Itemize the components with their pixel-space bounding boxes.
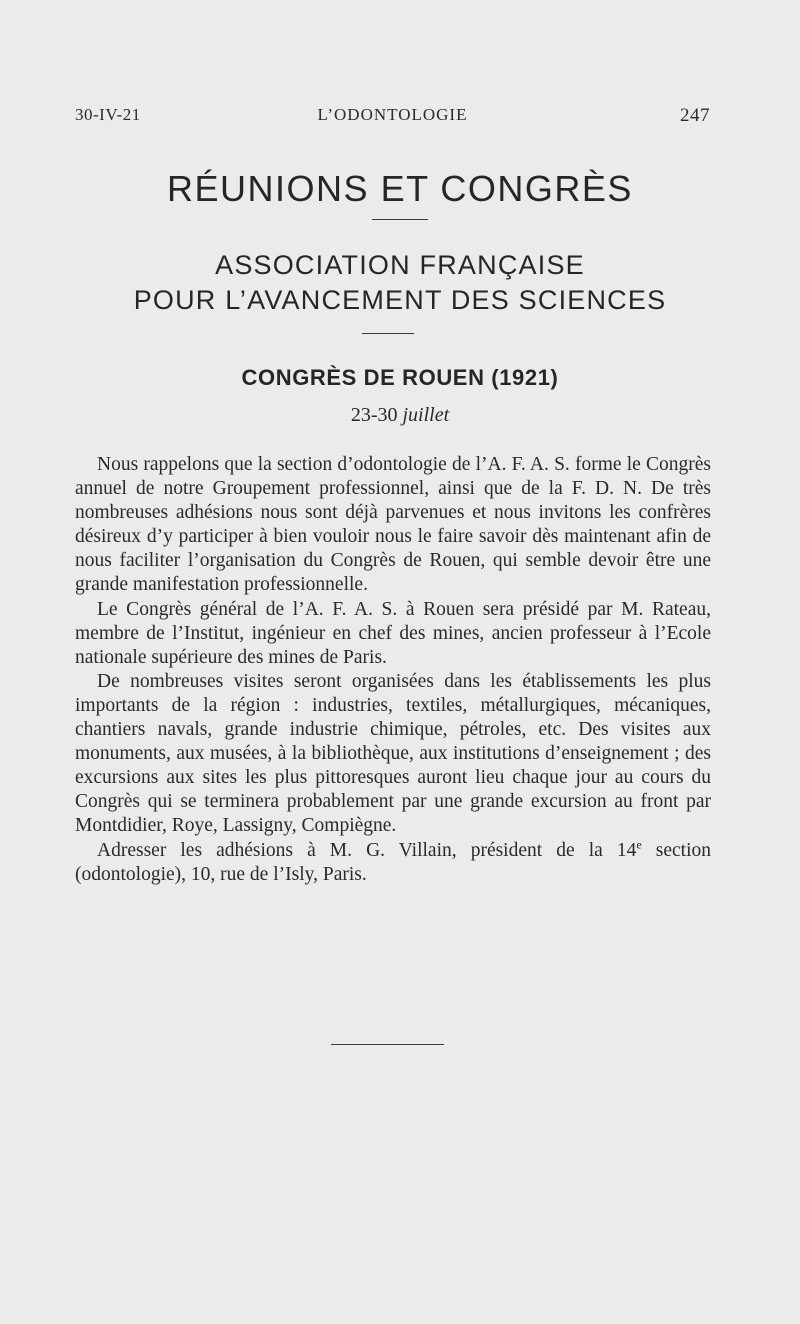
end-rule	[331, 1044, 444, 1045]
association-line-2: POUR L’AVANCEMENT DES SCIENCES	[133, 285, 667, 315]
paragraph-text: Adresser les adhésions à M. G. Villain, président de la 14	[97, 839, 637, 861]
association-heading	[0, 248, 800, 318]
issue-date: 30-IV-21	[75, 105, 141, 124]
running-head	[75, 105, 710, 129]
paragraph: Le Congrès général de l’A. F. A. S. à Rouen sera présidé par M. Rateau, membre de l’Institut, ingénieur en chef des mines, ancien professeur à l’Ecole nationale supérieure des mines de Paris.	[75, 598, 711, 668]
dates-month: juillet	[402, 404, 450, 426]
article-body	[75, 453, 711, 887]
journal-title: L’ODONTOLOGIE	[317, 105, 468, 124]
dates-number: 23-30	[350, 404, 398, 426]
paragraph-text: section (odontologie), 10, rue de l’Isly, Paris.	[75, 839, 712, 885]
paragraph	[75, 839, 711, 887]
section-title: RÉUNIONS ET CONGRÈS	[167, 168, 633, 209]
divider-rule	[372, 219, 428, 220]
congress-title: CONGRÈS DE ROUEN (1921)	[241, 365, 559, 390]
ordinal-superscript: e	[636, 837, 642, 851]
association-line-1: ASSOCIATION FRANÇAISE	[215, 250, 585, 280]
congress-dates	[0, 404, 800, 427]
paragraph: Nous rappelons que la section d’odontologie de l’A. F. A. S. forme le Congrès annuel de notre Groupement professionnel, ainsi que de la F. D. N. De très nombreuses adhésions nous sont déjà parvenues et nous invitons les confrères désireux d’y participer à bien vouloir nous le faire savoir dès maintenant afin de nous faciliter l’organisation du Congrès de Rouen, qui semble devoir être une grande manifestation professionnelle.	[75, 454, 711, 596]
page-number: 247	[680, 105, 710, 126]
divider-rule	[362, 333, 414, 334]
paragraph: De nombreuses visites seront organisées dans les établissements les plus importants de la région : industries, textiles, métallurgiques, mécaniques, chantiers navals, grande industrie chimique, pétroles, etc. Des visites aux monuments, aux musées, à la bibliothèque, aux institutions d’enseignement ; des excursions aux sites les plus pittoresques auront lieu chaque jour au cours du Congrès qui se terminera probablement par une grande excursion au front par Montdidier, Roye, Lassigny, Compiègne.	[75, 670, 711, 837]
